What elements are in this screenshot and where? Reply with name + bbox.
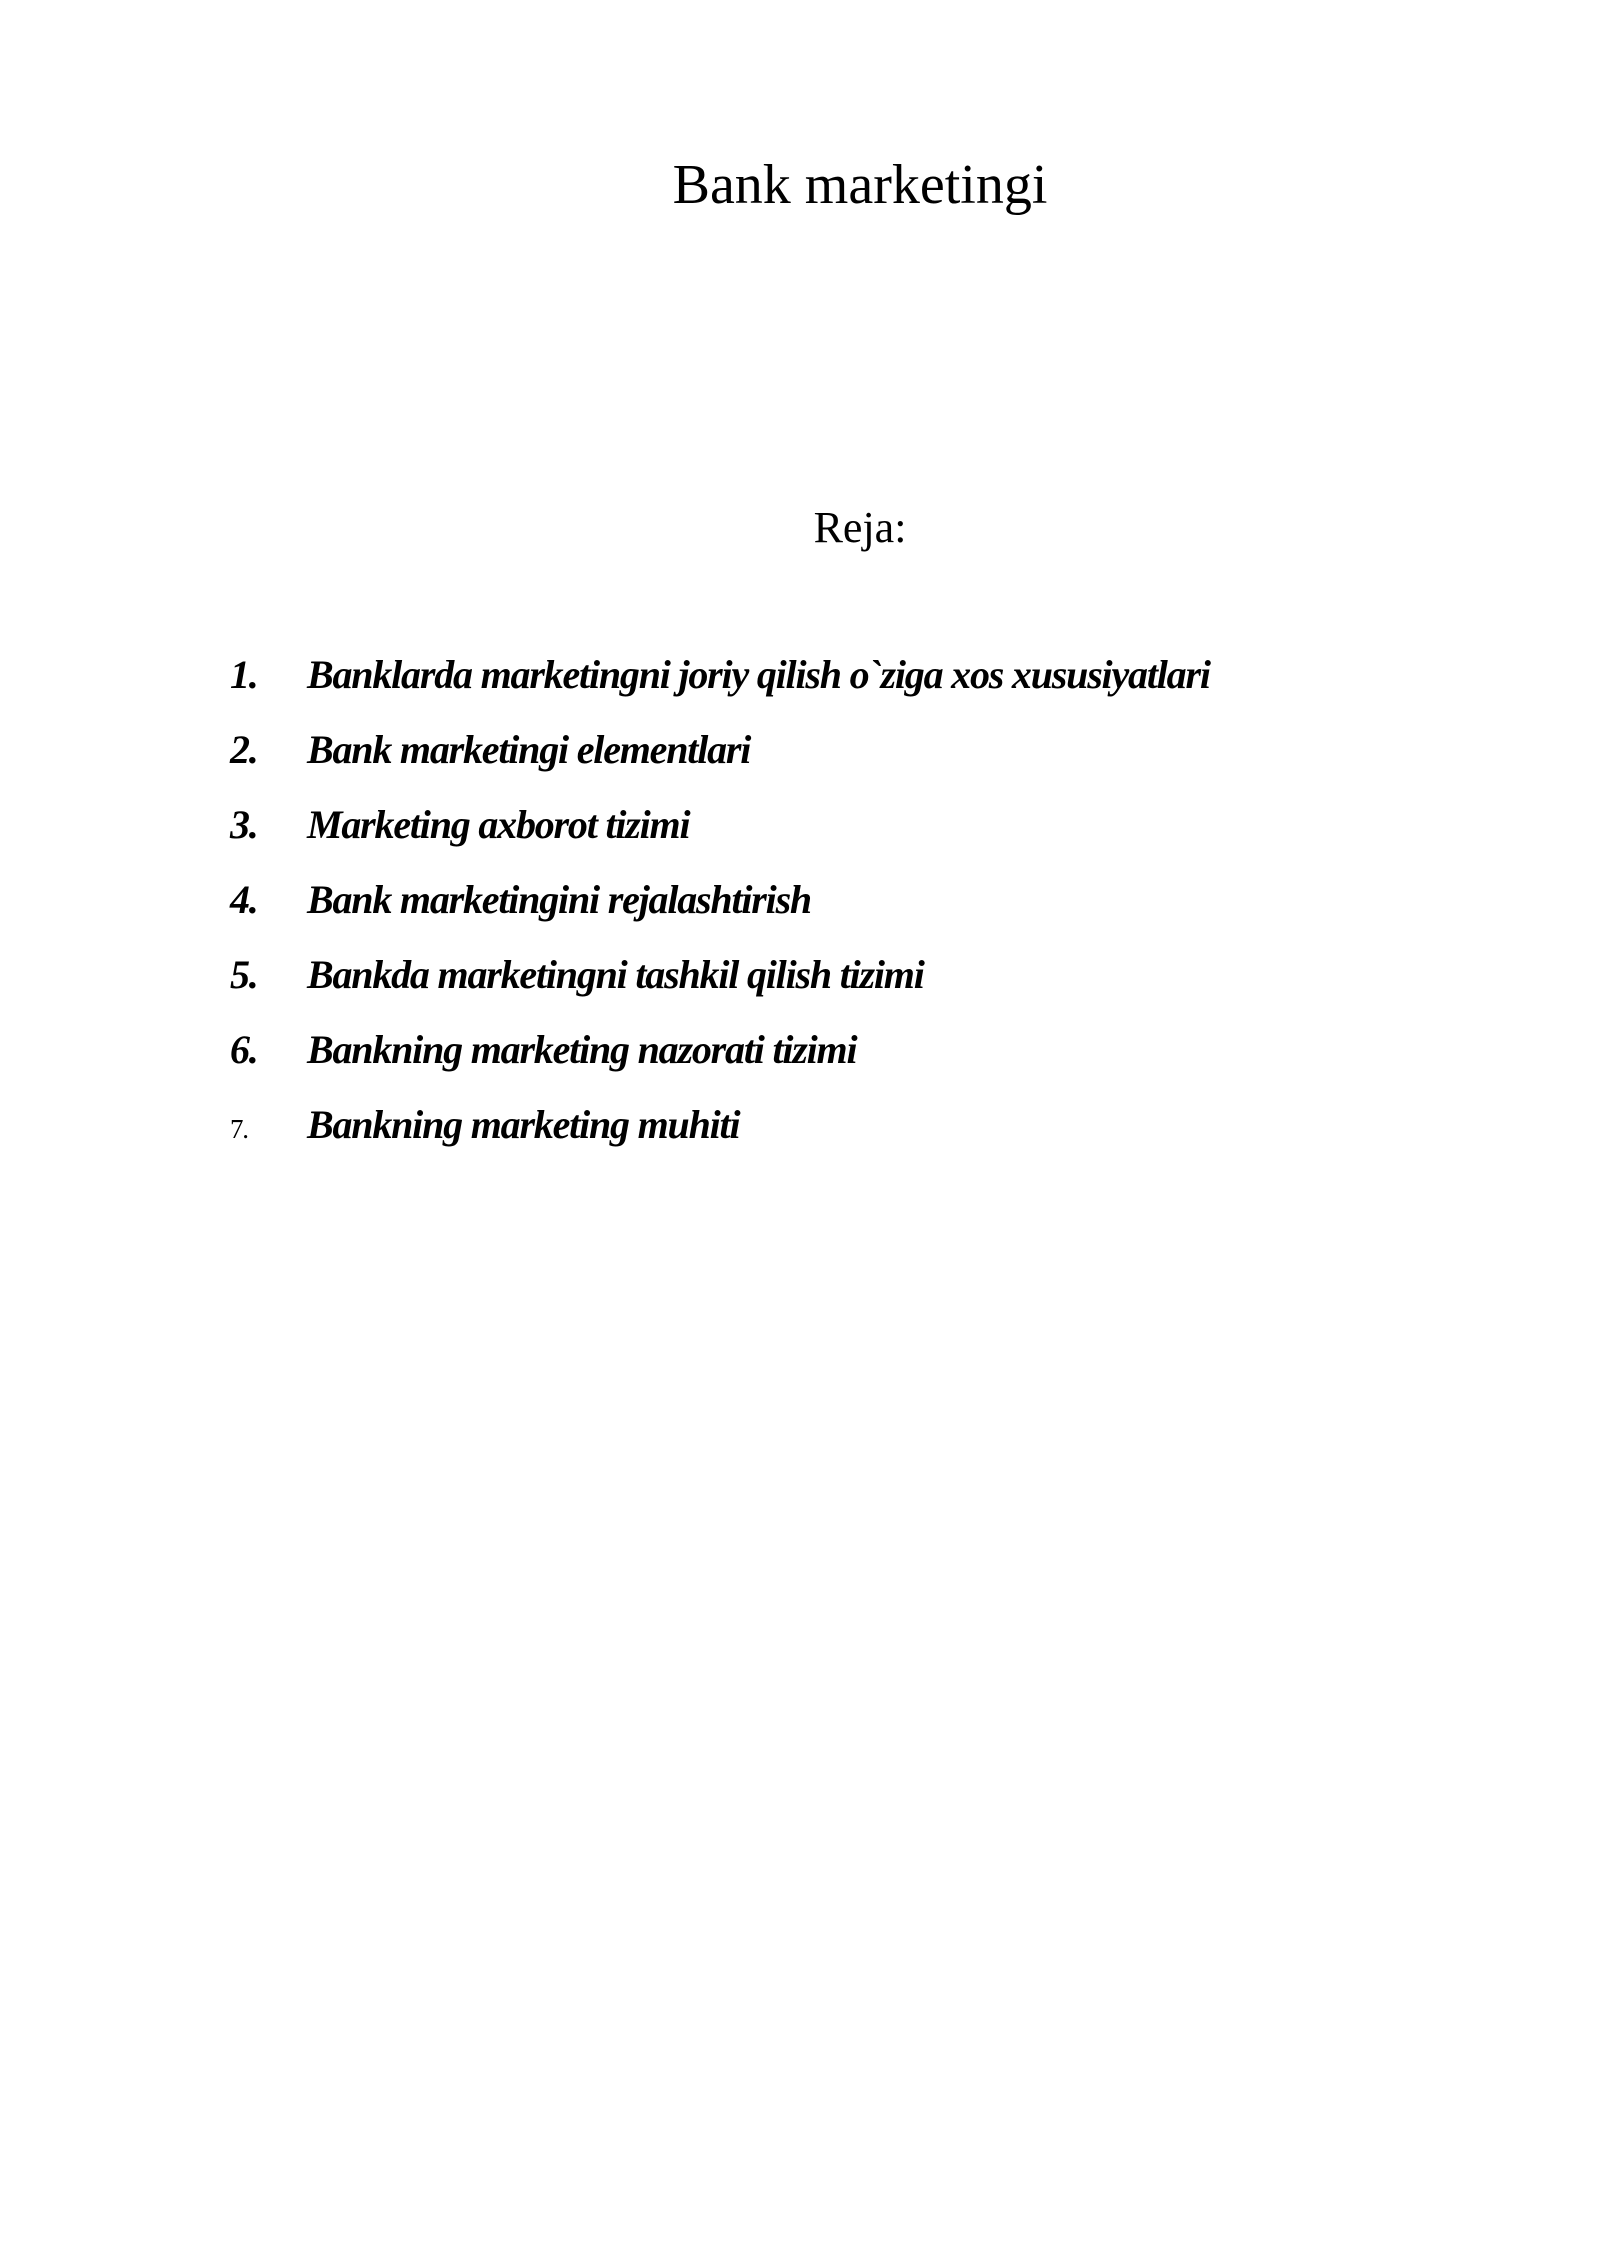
plan-item-number: 7. <box>230 1114 248 1144</box>
plan-item-text: Bankning marketing muhiti <box>307 1102 740 1147</box>
plan-item-text: Bank marketingini rejalashtirish <box>307 877 811 922</box>
plan-item-5 <box>230 948 1430 1023</box>
plan-item-text: Bankda marketingni tashkil qilish tizimi <box>307 952 924 997</box>
plan-item-number: 5. <box>230 952 258 997</box>
plan-item-text: Bank marketingi elementlari <box>307 727 751 772</box>
plan-item-text: Marketing axborot tizimi <box>307 802 690 847</box>
plan-item-number: 4. <box>230 877 258 922</box>
plan-item-7 <box>230 1098 1430 1173</box>
plan-item-text: Bankning marketing nazorati tizimi <box>307 1027 857 1072</box>
plan-item-4 <box>230 873 1430 948</box>
plan-heading: Reja: <box>813 503 907 552</box>
plan-item-6 <box>230 1023 1430 1098</box>
plan-item-number: 2. <box>230 727 258 772</box>
plan-item-text: Banklarda marketingni joriy qilish o`ziga xos xususiyatlari <box>307 652 1210 697</box>
plan-item-3 <box>230 798 1430 873</box>
document-title: Bank marketingi <box>672 154 1048 216</box>
plan-item-number: 1. <box>230 652 258 697</box>
plan-list <box>230 648 1430 1173</box>
plan-item-number: 3. <box>230 802 258 847</box>
plan-item-2 <box>230 723 1430 798</box>
plan-item-number: 6. <box>230 1027 258 1072</box>
plan-item-1 <box>230 648 1430 723</box>
